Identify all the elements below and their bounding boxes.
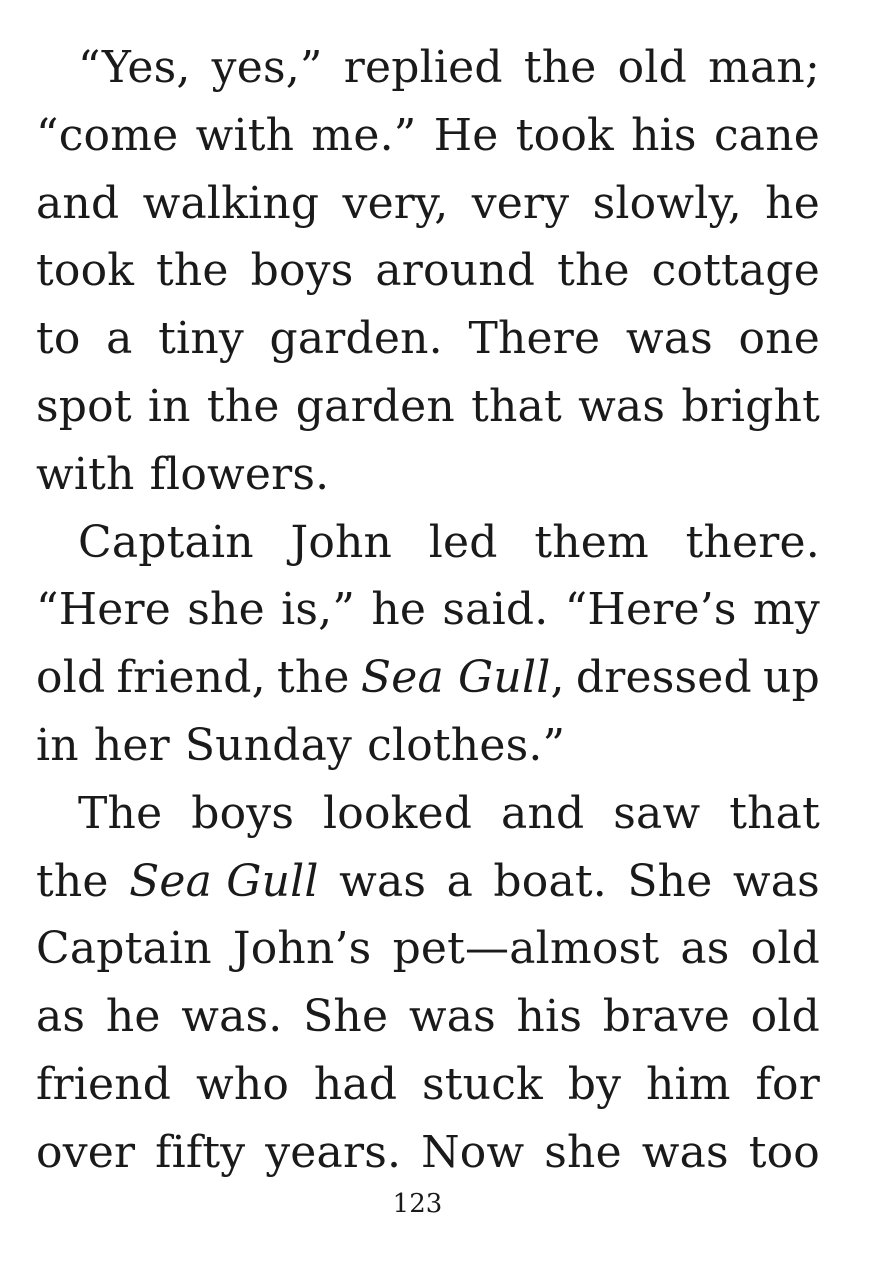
word: friend, [116,652,266,704]
word: Captain [36,923,212,975]
word: and [36,177,120,229]
word: up [763,652,820,704]
text-line [36,373,820,441]
word: his [516,991,583,1043]
paragraph [36,780,820,1187]
word: looked [323,787,473,839]
word: by [567,1058,622,1110]
word: cane [713,109,820,161]
word: brave [602,991,731,1043]
word: John’s [232,923,372,975]
text-line [36,983,820,1051]
word: Now [421,1126,525,1178]
text-line [36,102,820,170]
word: took [515,109,614,161]
word: Sea Gull, [360,652,565,704]
word: was [408,991,496,1043]
word: she [187,584,265,636]
word: “Here’s [564,584,737,636]
word: the [557,245,630,297]
word: old [750,991,820,1043]
word: his [631,109,697,161]
word: the [523,42,597,93]
word: boat. [493,855,607,907]
word: He [433,109,499,161]
word: was [732,855,820,907]
word: me.” [311,109,417,161]
word: fifty [155,1126,246,1178]
word: She [627,855,713,907]
text-line [36,170,820,238]
word: Captain [78,516,254,568]
page-number: 123 [392,1189,443,1219]
word: There [468,313,601,365]
word: too [748,1126,820,1178]
text-line [36,509,820,577]
word: was [578,380,666,432]
word: the [156,245,229,297]
word: boys [250,245,354,297]
word: very [471,177,570,229]
word: Sea Gull [129,855,319,907]
text-line [36,237,820,305]
text-line [36,644,820,712]
word: clothes.” [367,719,566,771]
word: old [36,652,106,704]
word: the [36,855,109,907]
word: very, [342,177,449,229]
word: was [625,313,713,365]
word: pet—almost [392,923,660,975]
word: the [277,652,350,704]
word: with [195,109,295,161]
word: one [738,313,820,365]
text-line [36,305,820,373]
word: bright [681,380,820,432]
text-line [36,34,820,102]
word: a [446,855,473,907]
word: there. [685,516,820,568]
word: She [303,991,389,1043]
word: man; [708,42,820,93]
word: he [371,584,427,636]
word: around [375,245,536,297]
word: my [752,584,820,636]
word: Sunday [184,719,353,771]
word: took [36,245,135,297]
word: that [729,787,820,839]
word: garden [295,380,455,432]
text-line [36,576,820,644]
word: and [501,787,585,839]
text-line [36,848,820,916]
word: flowers. [149,448,330,500]
word: he [765,177,820,229]
word: said. [442,584,549,636]
word: was. [181,991,283,1043]
word: dressed [575,652,752,704]
word: walking [142,177,320,229]
word: she [544,1126,622,1178]
word: boys [191,787,295,839]
word: old [750,923,820,975]
word: “Here [36,584,171,636]
word: over [36,1126,136,1178]
word: years. [265,1126,402,1178]
word: The [78,787,163,839]
word: was [641,1126,729,1178]
text-line [36,712,820,780]
word: who [195,1058,290,1110]
body-text [36,34,820,1187]
word: John [290,516,393,568]
word: old [617,42,687,93]
text-line [36,1119,820,1187]
paragraph [36,509,820,780]
word: him [645,1058,731,1110]
word: that [471,380,562,432]
word: had [313,1058,398,1110]
word: slowly, [592,177,742,229]
word: for [755,1058,820,1110]
word: with [36,448,135,500]
word: replied [343,42,503,93]
word: her [93,719,170,771]
text-line [36,441,820,509]
text-line [36,1051,820,1119]
word: garden. [269,313,443,365]
word: friend [36,1058,172,1110]
word: as [680,923,730,975]
word: them [534,516,649,568]
word: in [36,719,79,771]
word: the [206,380,280,432]
word: spot [36,380,132,432]
word: led [428,516,498,568]
word: cottage [651,245,820,297]
word: tiny [158,313,244,365]
word: was [339,855,427,907]
word: as [36,991,86,1043]
paragraph [36,34,820,509]
word: “come [36,109,179,161]
word: is,” [281,584,356,636]
word: saw [613,787,701,839]
text-line [36,780,820,848]
word: in [147,380,191,432]
word: a [106,313,133,365]
word: to [36,313,81,365]
word: stuck [422,1058,543,1110]
text-line [36,915,820,983]
word: yes,” [211,42,323,93]
word: he [105,991,161,1043]
word: “Yes, [78,42,191,93]
